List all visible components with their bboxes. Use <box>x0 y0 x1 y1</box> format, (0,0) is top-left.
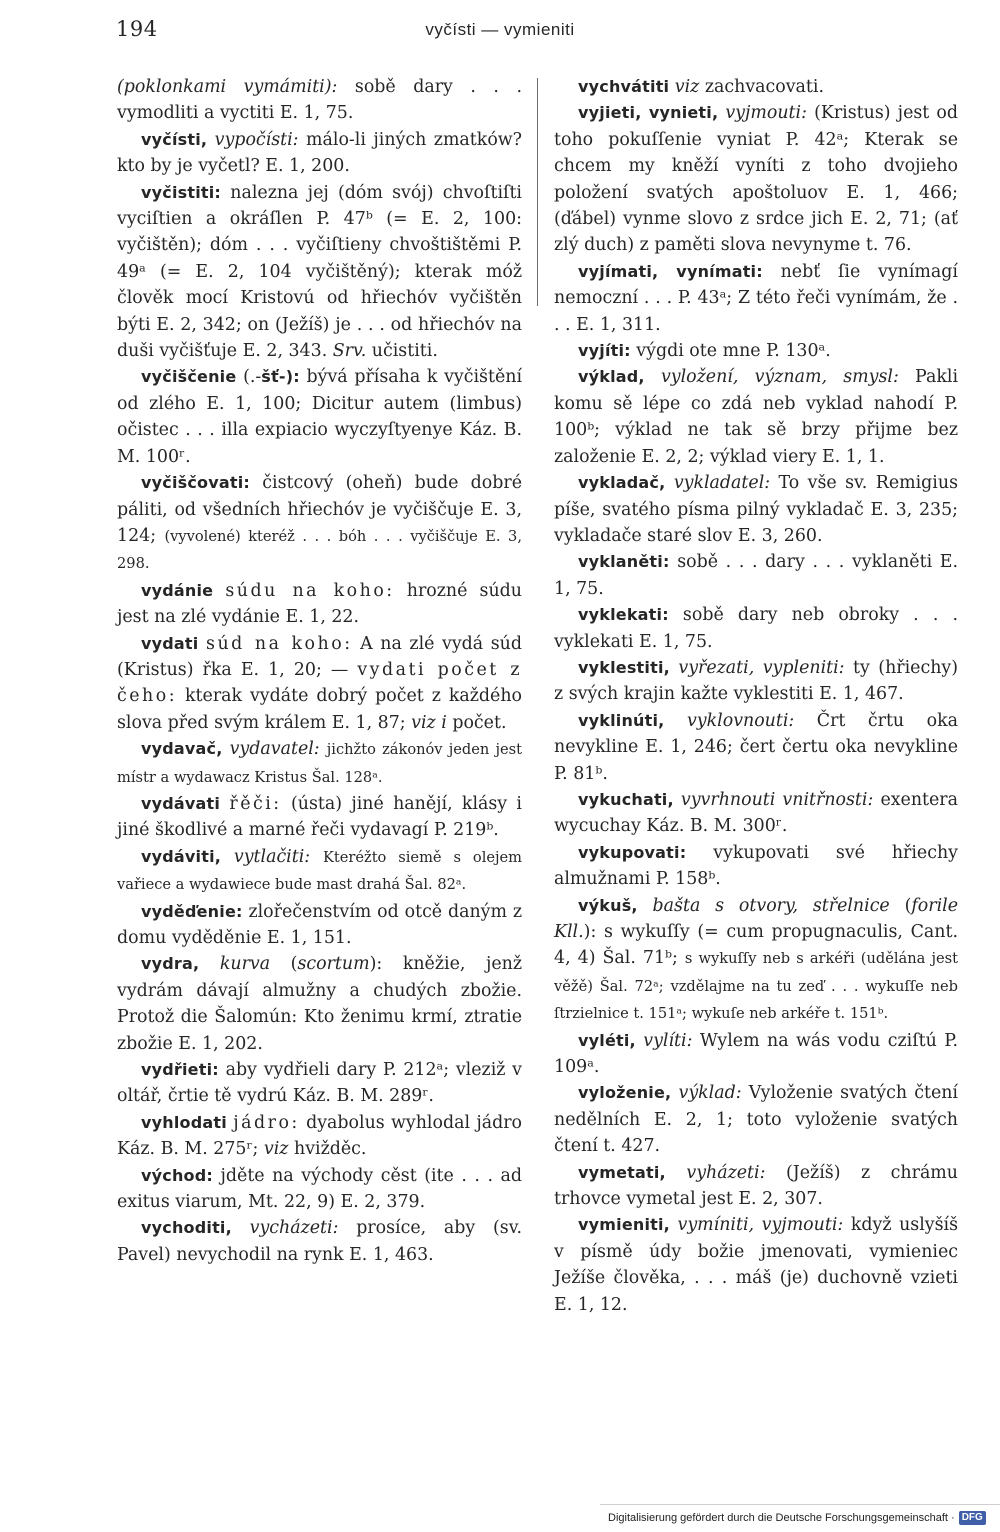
headword: vyjieti, vynieti, <box>578 103 719 123</box>
dictionary-entry <box>117 899 522 952</box>
headword: výklad, <box>578 367 645 387</box>
dictionary-entry <box>117 364 522 470</box>
gloss: vydavatel: <box>229 739 320 760</box>
entry-text: Kteréžto siemě s olejem vařiece a wydawiece bude mast drahá Šal. 82ᵃ. <box>117 848 522 894</box>
entry-text: hvižděc. <box>288 1139 367 1160</box>
dictionary-entry <box>554 1028 958 1081</box>
dictionary-entry <box>117 631 522 737</box>
running-head <box>0 14 1000 48</box>
dictionary-entry <box>554 1160 958 1213</box>
entry-text: počet. <box>446 712 507 733</box>
gloss: vyložení, význam, smysl: <box>660 367 899 388</box>
dictionary-entry <box>554 1080 958 1159</box>
dictionary-entry <box>117 127 522 180</box>
entry-text: vykupovati své hřiechy almužnami P. 158ᵇ. <box>554 842 958 890</box>
headword: vyjímati, vynímati: <box>578 261 763 281</box>
entry-text: súdu na koho: <box>225 580 395 601</box>
headword: vyklekati: <box>578 605 669 625</box>
headword: vychvátiti <box>578 77 670 96</box>
entry-text: súd na koho: <box>206 633 353 654</box>
entry-text: vydati počet z čeho: <box>117 659 522 707</box>
entry-text: sobě dary . . . vymodliti a vyctiti E. 1, 75. <box>117 77 522 124</box>
gloss: vycházeti: <box>249 1218 339 1239</box>
dictionary-entry <box>554 470 958 549</box>
gloss: výklad: <box>678 1083 742 1104</box>
page-number: 194 <box>116 17 158 41</box>
entry-text: (.- <box>236 367 262 388</box>
dictionary-entry <box>554 655 958 708</box>
gloss: forile Kll. <box>554 895 958 942</box>
dictionary-entry <box>117 1163 522 1216</box>
entry-text <box>213 581 225 601</box>
headword: vychoditi, <box>141 1218 232 1238</box>
entry-text <box>645 367 661 387</box>
entry-text: (vyvolené) kteréž . . . bóh . . . vyčiščuje E. 3, 298. <box>117 527 522 573</box>
dictionary-entry <box>117 470 522 578</box>
entry-text: ): kněžie, jenž vydrám dávají almužny a chudých zbožie. Protož die Šalomún: Kto ženimu krmí, ztratie zbožie E. 1, 202. <box>117 954 523 1054</box>
gloss: vymíniti, vyjmouti: <box>677 1215 844 1236</box>
entry-text: učistiti. <box>366 341 438 362</box>
dictionary-entry <box>554 1212 958 1318</box>
headword: vydřieti: <box>141 1060 219 1080</box>
dictionary-entry <box>117 791 522 844</box>
entry-text: výgdi ote mne P. 130ᵃ. <box>630 341 831 362</box>
gloss: vyřezati, vypleniti: <box>678 657 845 678</box>
entry-text: A na zlé vydá súd (Kristus) řka E. 1, 20; — <box>117 633 522 680</box>
entry-text: Črt črtu oka nevykline E. 1, 246; čert čertu oka nevykline P. 81ᵇ. <box>554 710 959 784</box>
entry-text: ( <box>270 954 298 975</box>
dictionary-entry <box>554 549 958 602</box>
dictionary-entry <box>554 708 958 787</box>
gloss: Srv. <box>332 341 367 362</box>
entry-text <box>199 954 220 974</box>
entry-text <box>320 739 327 759</box>
entry-text: prosíce, aby (sv. Pavel) nevychodil na rynk E. 1, 463. <box>117 1218 523 1265</box>
gloss: viz <box>674 77 700 97</box>
dictionary-entry <box>117 951 522 1057</box>
entry-text <box>310 847 323 867</box>
headword: vyjíti: <box>578 341 631 361</box>
gloss: vyklovnouti: <box>686 710 795 731</box>
entry-text <box>671 1083 678 1103</box>
gloss: bašta s otvory, střelnice <box>652 895 890 916</box>
entry-text: (Ježíš) z chrámu trhovce vymetal jest E. 2, 307. <box>554 1162 958 1210</box>
dictionary-entry <box>117 1057 522 1110</box>
headword: vyklestiti, <box>578 657 670 677</box>
entry-text: když uslyšíš v písmě údy božie jmenovati, vymieniec Ježíše člověka, . . . máš (je) duchovně vzieti E. 1, 12. <box>554 1215 958 1315</box>
gloss: viz <box>263 1139 289 1160</box>
entry-text: dyabolus wyhlodal jádro Káz. B. M. 275ʳ; <box>117 1112 522 1160</box>
entry-text <box>220 794 229 814</box>
headword: vydánie <box>141 580 214 600</box>
dictionary-entry <box>554 259 958 338</box>
entry-text: hrozné súdu jest na zlé vydánie E. 1, 22. <box>117 580 522 628</box>
dictionary-entry <box>554 364 958 470</box>
entry-text: exentera wycuchay Káz. B. M. 300ʳ. <box>554 789 958 837</box>
entry-text: sobě . . . dary . . . vyklaněti E. 1, 75. <box>554 552 958 599</box>
entry-text: málo-li jiných zmatków? kto by je vyčetl? E. 1, 200. <box>117 129 523 177</box>
dictionary-entry <box>117 578 522 631</box>
column-divider <box>537 78 538 306</box>
gloss: vyházeti: <box>686 1162 766 1183</box>
entry-text: jichžto zákonóv jeden jest místr a wydawacz Kristus Šal. 128ᵃ. <box>117 741 523 786</box>
entry-text: čistcový (oheň) bude dobré páliti, od všedních hřiechóv je vyčiščuje E. 3, 124; <box>117 473 522 546</box>
dictionary-entry <box>117 844 522 899</box>
entry-text: To vše sv. Remigius píše, svatého písma pilný vykladač E. 3, 235; vykladače staré slov E. 3, 260. <box>554 473 958 546</box>
dictionary-entry <box>554 787 958 840</box>
headword: vymetati, <box>578 1162 666 1182</box>
entry-text <box>674 790 681 810</box>
entry-text: sobě dary neb obroky . . . vyklekati E. 1, 75. <box>554 605 958 652</box>
headword: vydra, <box>141 954 200 974</box>
entry-text: zlořečenstvím od otcě daným z domu vyděděnie E. 1, 151. <box>117 901 522 948</box>
entry-text: s wykuſſy neb s arkéři (udělána jest věžě) Šal. 72ᵃ; vzdělajme na tu zeď . . . wykuſſe neb ſtrzielnice t. 151ᵃ; wykuſe neb arkéře t. 151ᵇ. <box>554 950 958 1023</box>
headword: vydáviti, <box>141 846 222 866</box>
entry-text: nebť ſie vynímagí nemoczní . . . P. 43ᵃ; Z této řeči vynímám, že . . . E. 1, 311. <box>554 261 958 335</box>
headword: východ: <box>141 1165 213 1185</box>
gloss: scortum <box>297 954 370 975</box>
dictionary-entry <box>554 893 958 1028</box>
footer-rule <box>600 1504 1000 1505</box>
headword: vykladač, <box>578 473 666 493</box>
gloss: (poklonkami vymámiti): <box>117 77 338 97</box>
entry-text: (Kristus) jest od toho pokuſſenie vyniat P. 42ᵃ; Kterak se chcem my kněží vyníti z toho dvojieho položení svatých apoštoluov E. 1, 466; (ďábel) vynme slovo z srdce jich E. 2, 71; (ať zlý duch) z paměti slova nevynyme t. 76. <box>554 103 958 256</box>
headword: vyhlodati <box>141 1112 227 1132</box>
entry-text <box>207 130 214 150</box>
entry-text <box>198 634 206 654</box>
headword: vyčistiti: <box>141 182 222 202</box>
dfg-logo: DFG <box>959 1511 986 1525</box>
entry-text: Vyloženie svatých čtení nedělních E. 2, 1; toto vyloženie svatých čtení t. 427. <box>554 1083 958 1157</box>
entry-text: Pakli komu sě lépe co zdá neb vyklad nahodí P. 100ᵇ; výklad ne tak sě brzy přijme bez založenie E. 2, 2; výklad viery E. 1, 1. <box>554 367 959 467</box>
gloss: vyvrhnouti vnitřnosti: <box>680 789 874 810</box>
dictionary-entry <box>117 74 522 127</box>
gloss: vytlačiti: <box>233 846 311 867</box>
entry-text <box>638 896 653 916</box>
dictionary-entry <box>117 1215 522 1268</box>
entry-text: Wylem na wás vodu cziſtú P. 109ᵃ. <box>554 1030 958 1078</box>
entry-text <box>232 1218 250 1238</box>
dictionary-entry <box>554 840 958 893</box>
entry-text <box>666 1163 687 1183</box>
headword: vyčísti, <box>141 129 208 149</box>
headword: vydávati <box>141 793 221 813</box>
entry-text: ): s wykuſſy (= cum propugnaculis, Cant. 4, 4) Šal. 71ᵇ; <box>554 922 958 969</box>
entry-text: aby vydřieli dary P. 212ᵃ; vleziž v oltář, črtie tě vydrú Káz. B. M. 289ʳ. <box>117 1060 522 1107</box>
headword: vyčiščenie <box>141 367 237 387</box>
headword: vyděďenie: <box>141 901 243 921</box>
left-column <box>117 74 522 1268</box>
headword: vykuchati, <box>578 789 674 809</box>
headword: -): <box>278 367 300 387</box>
gloss: viz i <box>411 712 447 733</box>
dictionary-entry <box>117 180 522 365</box>
dictionary-entry <box>554 74 958 100</box>
headword: vydavač, <box>141 739 223 759</box>
entry-text <box>221 847 234 867</box>
headword: vyklaněti: <box>578 552 670 572</box>
gloss: vypočísti: <box>214 129 299 150</box>
gloss: vylíti: <box>643 1030 693 1051</box>
entry-text: kterak vydáte dobrý počet z každého slova před svým králem E. 1, 87; <box>117 686 522 733</box>
entry-text: bývá přísaha k vyčištění od zlého E. 1, 100; Dicitur autem (limbus) očistec . . . illa expiacio wyczyſtyenye Káz. B. M. 100ʳ. <box>117 367 523 467</box>
headword: výkuš, <box>578 895 638 915</box>
entry-text: nalezna jej (dóm svój) chvoſtiſti vyciſtien a okráſlen P. 47ᵇ (= E. 2, 100: vyčištěn); dóm . . . vyčiſtieny chvoštištěmi P. 49ᵃ (= E. 2, 104 vyčištěný); kterak móž člověk mocí Kristovú od hřiechóv vyčištěn býti E. 2, 342; on (Ježíš) je . . . od hřiechóv na duši vyčišťuje E. 2, 343. <box>117 182 522 362</box>
entry-text: zachvacovati. <box>699 77 825 97</box>
dictionary-entry <box>554 100 958 258</box>
headword: šť <box>261 367 279 387</box>
running-title: vyčísti — vymieniti <box>425 20 575 39</box>
entry-text: jádro: <box>233 1112 300 1133</box>
headword: vymieniti, <box>578 1215 670 1235</box>
entry-text: jděte na východy cěst (ite . . . ad exitus viarum, Mt. 22, 9) E. 2, 379. <box>117 1165 522 1213</box>
headword: vyloženie, <box>578 1083 672 1103</box>
gloss: vyjmouti: <box>725 103 807 124</box>
entry-text: (ústa) jiné hanějí, klásy i jiné škodlivé a marné řeči vydavagí P. 219ᵇ. <box>117 793 522 841</box>
entry-text <box>223 739 230 759</box>
dictionary-entry <box>117 1110 522 1163</box>
entry-text <box>665 473 673 493</box>
headword: vykupovati: <box>578 842 687 862</box>
gloss: vykladatel: <box>673 473 771 494</box>
dictionary-entry <box>554 338 958 364</box>
footer-credit: Digitalisierung gefördert durch die Deutsche Forschungsgemeinschaft · <box>608 1512 955 1524</box>
headword: vyklinúti, <box>578 710 665 730</box>
headword: vyčiščovati: <box>141 473 250 493</box>
entry-text <box>664 711 687 731</box>
headword: vydati <box>141 633 199 653</box>
right-column <box>554 74 958 1318</box>
gloss: kurva <box>219 954 271 975</box>
dictionary-entry <box>117 736 522 791</box>
entry-text: řěči: <box>229 793 282 814</box>
footer <box>608 1509 986 1527</box>
entry-text: ty (hřiechy) z svých krajin kažte vyklestiti E. 1, 467. <box>554 657 959 705</box>
headword: vyléti, <box>578 1030 636 1050</box>
dictionary-entry <box>554 602 958 655</box>
entry-text: ( <box>889 895 912 916</box>
entry-text <box>670 1215 678 1235</box>
